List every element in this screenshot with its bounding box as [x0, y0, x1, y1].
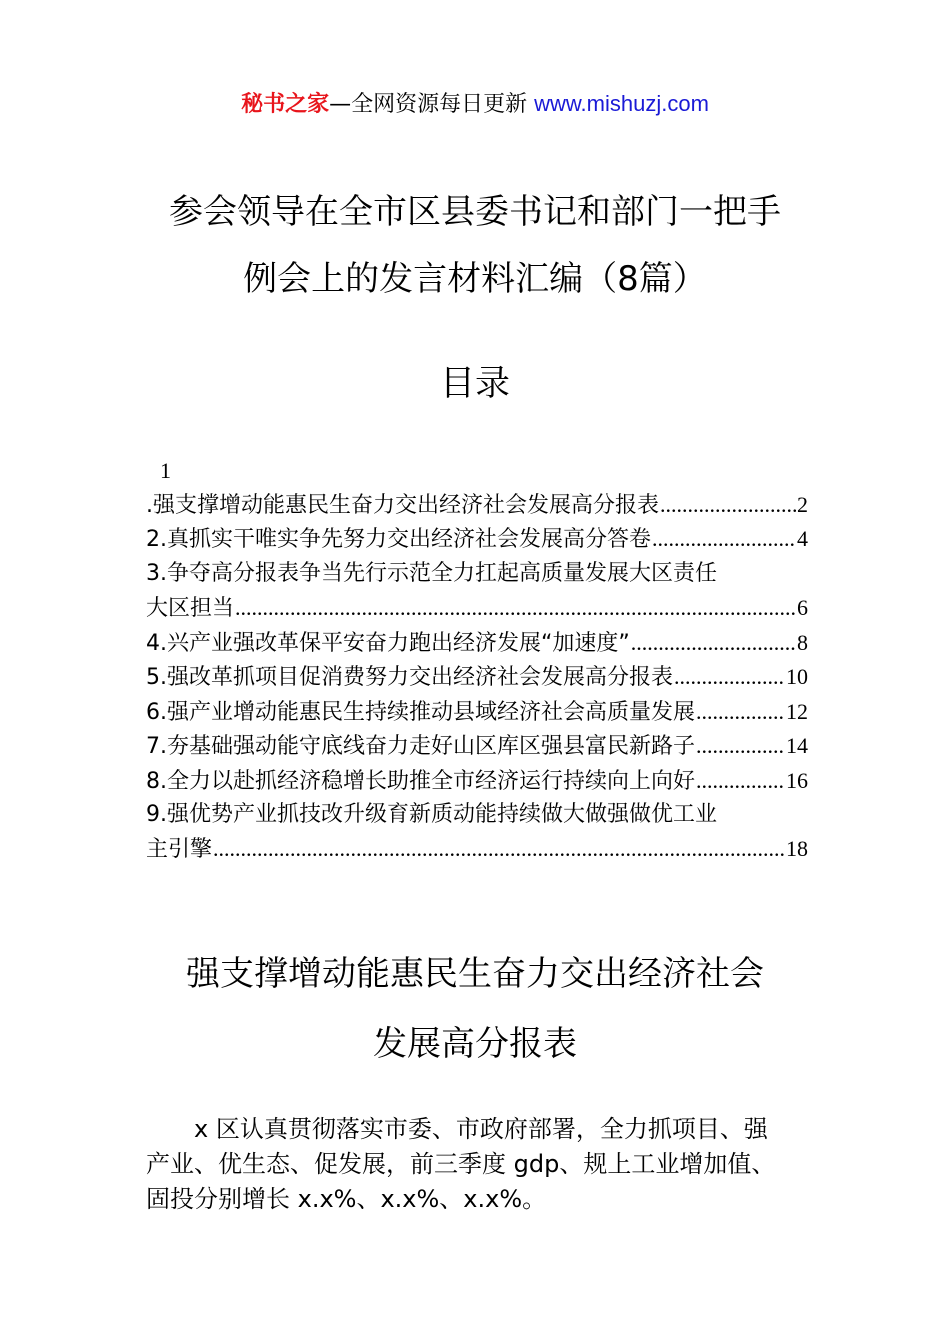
toc-entry-page: 18	[786, 836, 808, 861]
document-title-line-1: 参会领导在全市区县委书记和部门一把手	[169, 192, 781, 232]
toc-entry[interactable]	[146, 798, 808, 867]
toc-entry[interactable]	[146, 729, 808, 764]
toc-entry-text: 大区担当	[146, 596, 235, 621]
paragraph-line: 固投分别增长 x.x%、x.x%、x.x%。	[146, 1185, 547, 1213]
toc-entry-text: 4.兴产业强改革保平安奋力跑出经济发展“加速度”	[146, 631, 630, 656]
toc-lone-number: 1	[160, 458, 171, 483]
site-header	[0, 88, 950, 121]
toc-entry[interactable]	[146, 626, 808, 661]
toc-entry-page: 12	[786, 699, 808, 724]
document-title-line-2: 例会上的发言材料汇编（8篇）	[243, 259, 707, 299]
toc-entry-page: 14	[786, 733, 808, 758]
toc-entry-page: 16	[786, 768, 808, 793]
paragraph-line: x 区认真贯彻落实市委、市政府部署，全力抓项目、强	[194, 1115, 768, 1143]
body-paragraph	[146, 1112, 808, 1217]
toc-entry-text: 主引擎	[146, 837, 213, 862]
toc-entry-text: 6.强产业增动能惠民生持续推动县域经济社会高质量发展	[146, 700, 695, 725]
toc-entry[interactable]	[146, 522, 808, 557]
site-url-link[interactable]: www.mishuzj.com	[534, 91, 709, 116]
toc-leader-dots	[696, 764, 785, 798]
toc-entry-text-line-1: 3.争夺高分报表争当先行示范全力扛起高质量发展大区责任	[146, 561, 717, 586]
toc-entry-text: 7.夯基础强动能守底线奋力走好山区库区强县富民新路子	[146, 734, 695, 759]
toc-entry-text-line-1: 9.强优势产业抓技改升级育新质动能持续做大做强做优工业	[146, 802, 717, 827]
toc-entry-page: 10	[786, 664, 808, 689]
site-brand: 秘书之家	[241, 92, 330, 117]
toc-entry-text: 8.全力以赴抓经济稳增长助推全市经济运行持续向上向好	[146, 769, 695, 794]
toc-leader-dots	[674, 660, 785, 694]
toc-entry-page: 6	[797, 595, 808, 620]
toc-entry[interactable]	[146, 488, 808, 523]
toc-entry[interactable]	[146, 557, 808, 626]
toc-entry[interactable]	[146, 660, 808, 695]
toc-entry-text: 5.强改革抓项目促消费努力交出经济社会发展高分报表	[146, 665, 673, 690]
toc-leader-dots	[696, 729, 785, 763]
toc-entry-page: 4	[797, 526, 808, 551]
toc-leader-dots	[213, 832, 785, 866]
toc-leader-dots	[235, 591, 796, 625]
toc-entry-text: 2.真抓实干唯实争先努力交出经济社会发展高分答卷	[146, 527, 651, 552]
site-tagline: —全网资源每日更新	[329, 92, 535, 117]
toc-leader-dots	[652, 522, 796, 556]
toc-entry[interactable]	[146, 695, 808, 730]
toc-entry-text: .强支撑增动能惠民生奋力交出经济社会发展高分报表	[146, 493, 659, 518]
paragraph-line: 产业、优生态、促发展，前三季度 gdp、规上工业增加值、	[146, 1150, 776, 1178]
toc-heading: 目录	[439, 364, 510, 404]
section-title-line-2: 发展高分报表	[373, 1024, 577, 1064]
section-title-line-1: 强支撑增动能惠民生奋力交出经济社会	[186, 954, 764, 994]
toc-entry-page: 2	[797, 492, 808, 517]
toc-leader-dots	[660, 488, 796, 522]
toc-entry[interactable]	[146, 764, 808, 799]
toc-leader-dots	[631, 626, 796, 660]
toc-entry-page: 8	[797, 630, 808, 655]
toc-leader-dots	[696, 695, 785, 729]
